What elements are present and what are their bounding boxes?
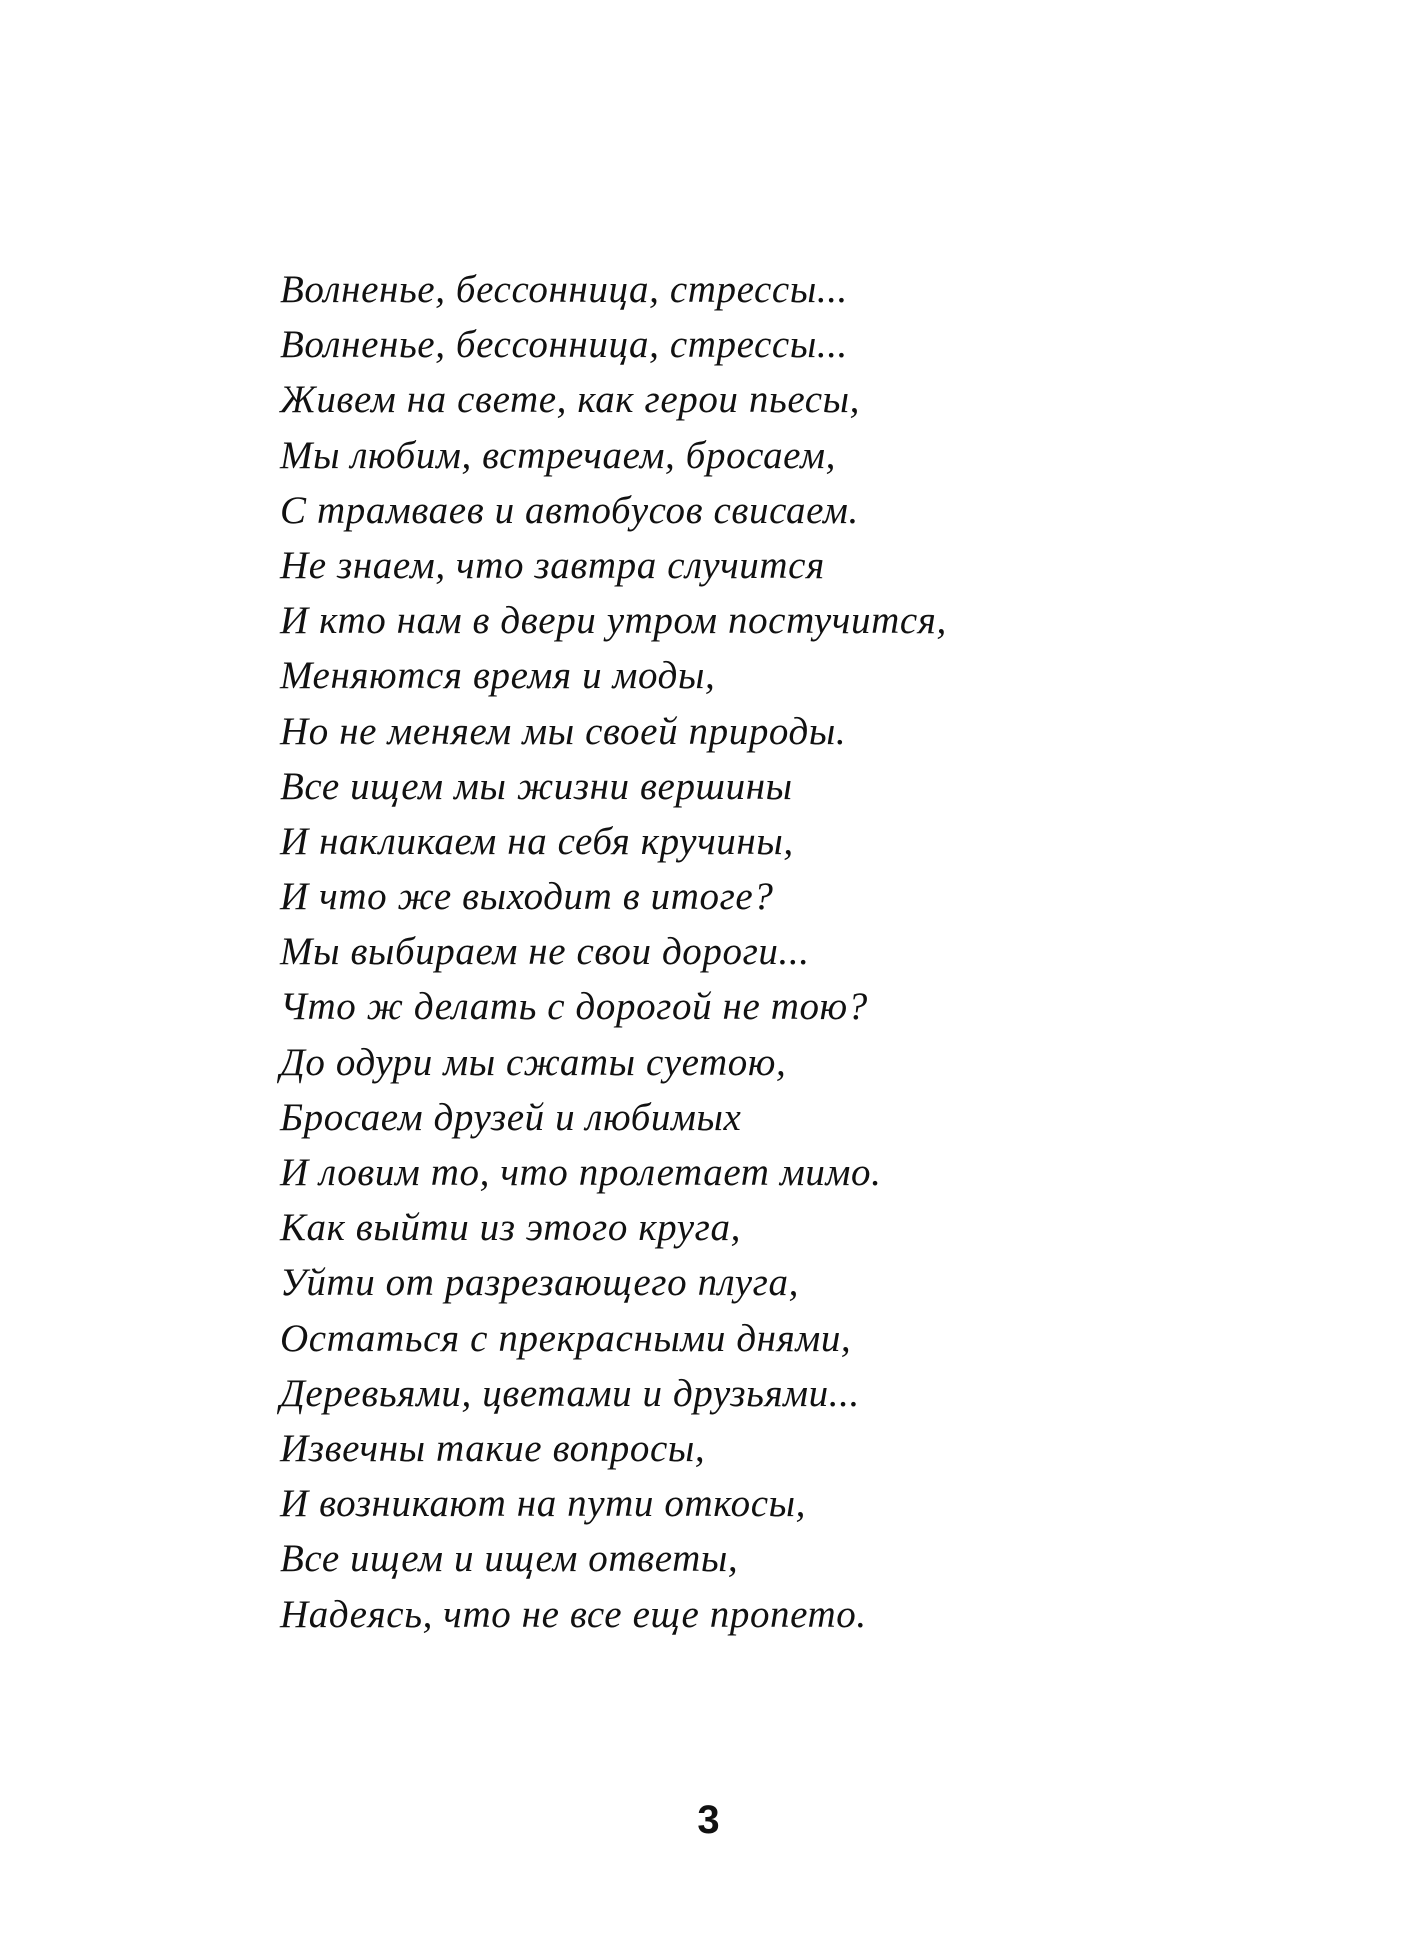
poem-line: И накликаем на себя кручины, [280, 819, 794, 863]
poem-line: Но не меняем мы своей природы. [280, 709, 847, 753]
poem-line: Волненье, бессонница, стрессы... [280, 268, 848, 311]
poem-line: Все ищем мы жизни вершины [280, 764, 793, 808]
poem-line: Извечны такие вопросы, [280, 1426, 706, 1470]
poem-line: Мы любим, встречаем, бросаем, [280, 433, 836, 477]
poem-line: С трамваев и автобусов свисаем. [280, 488, 859, 532]
poem-line: Как выйти из этого круга, [280, 1206, 741, 1250]
poem-line: И что же выходит в итоге? [280, 875, 774, 919]
poem-line: Уйти от разрезающего плуга, [280, 1261, 799, 1305]
poem-line: Мы выбираем не свои дороги... [280, 930, 810, 974]
poem-line: Не знаем, что завтра случится [280, 543, 825, 587]
poem-line: Бросаем друзей и любимых [280, 1095, 742, 1139]
poem-line: Деревьями, цветами и друзьями... [280, 1371, 860, 1415]
poem-line: Живем на свете, как герои пьесы, [280, 378, 860, 422]
poem-line: И возникают на пути откосы, [280, 1482, 806, 1526]
poem-line: Волненье, бессонница, стрессы... [280, 323, 848, 367]
poem-line: И кто нам в двери утром постучится, [280, 599, 947, 643]
poem-line: И ловим то, что пролетает мимо. [280, 1151, 882, 1194]
poem-line: До одури мы сжаты суетою, [280, 1040, 787, 1084]
page-number: 3 [697, 1798, 720, 1842]
poem-line: Что ж делать с дорогой не тою? [280, 985, 868, 1029]
poem-line: Все ищем и ищем ответы, [280, 1537, 739, 1581]
poem-text [280, 262, 1280, 1642]
poem-line: Остаться с прекрасными днями, [280, 1316, 852, 1360]
poem-line: Надеясь, что не все еще пропето. [280, 1592, 867, 1636]
poem-line: Меняются время и моды, [280, 654, 716, 698]
